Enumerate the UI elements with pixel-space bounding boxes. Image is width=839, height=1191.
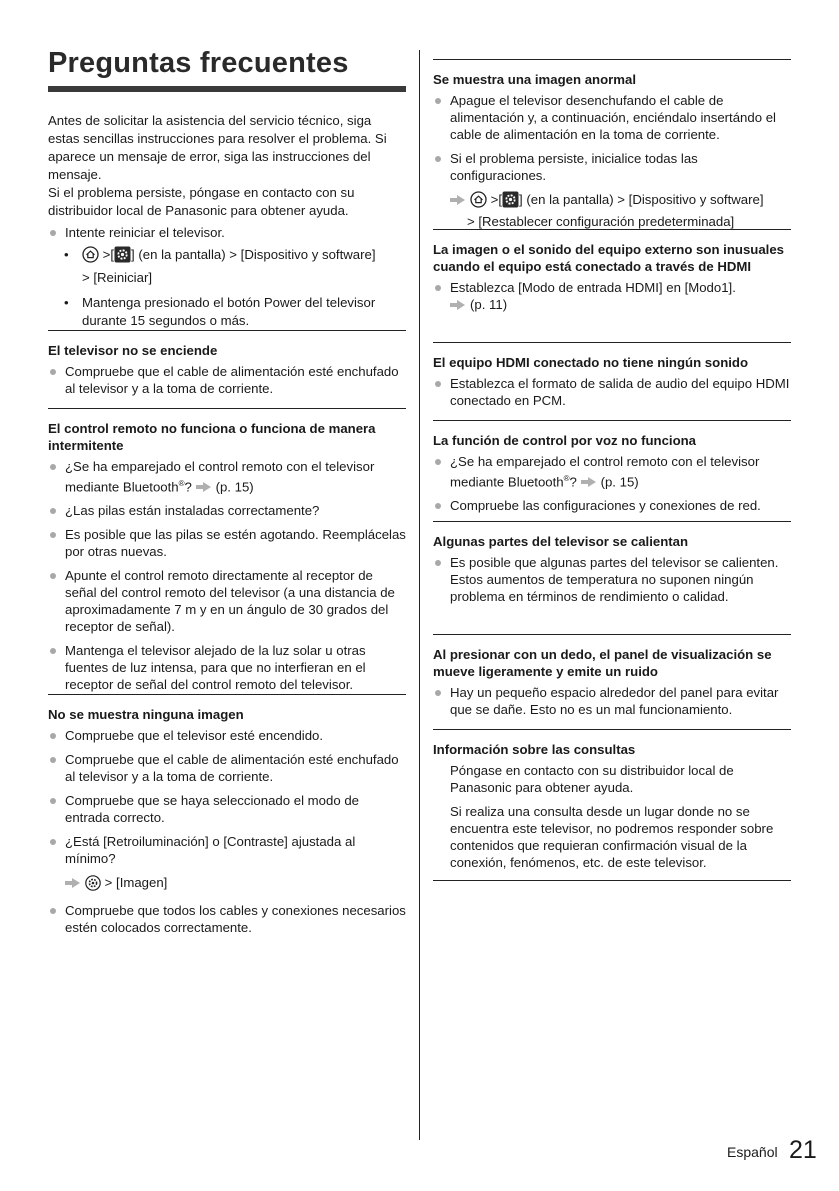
- reference-arrow-icon: [196, 482, 213, 492]
- inquiry-paragraph-1: Póngase en contacto con su distribuidor local de Panasonic para obtener ayuda.: [450, 763, 734, 795]
- section-panel-noise: [433, 634, 791, 725]
- list-item: Apague el televisor desenchufando el cable de alimentación y, a continuación, enciéndalo insertándo el cable de alimentación en la toma de corriente.: [433, 92, 791, 143]
- list-item: ¿Las pilas están instaladas correctamente?: [48, 502, 406, 519]
- gear-icon: [85, 875, 101, 895]
- section-title: La función de control por voz no funciona: [433, 433, 697, 448]
- reference-arrow-icon: [450, 300, 467, 310]
- list-item: Compruebe que se haya seleccionado el modo de entrada correcto.: [48, 792, 406, 826]
- list-item: Compruebe que todos los cables y conexiones necesarios estén colocados correctamente.: [48, 902, 406, 936]
- section-title: El control remoto no funciona o funciona de manera intermitente: [48, 421, 376, 453]
- intro-section: [48, 112, 406, 337]
- title-rule: [48, 86, 406, 92]
- section-title: Algunas partes del televisor se calientan: [433, 534, 689, 549]
- list-item: Compruebe que el cable de alimentación esté enchufado al televisor y a la toma de corriente.: [48, 751, 406, 785]
- intro-paragraph-2: Si el problema persiste, póngase en contacto con su distribuidor local de Panasonic para obtener ayuda.: [48, 185, 355, 218]
- list-item: Mantenga el televisor alejado de la luz solar u otras fuentes de luz intensa, para que no interfieran en el receptor de señal del control remoto del televisor.: [48, 642, 406, 693]
- list-item: Compruebe las configuraciones y conexiones de red.: [433, 497, 791, 514]
- intro-subbullet-restart-path: • >[ ] (en la pantalla) > [Dispositivo y software] > [Reiniciar]: [48, 245, 406, 287]
- list-item: Hay un pequeño espacio alrededor del panel para evitar que se dañe. Esto no es un mal funcionamiento.: [433, 684, 791, 718]
- section-abnormal-image: [433, 59, 791, 238]
- reference-arrow-icon: [450, 195, 467, 205]
- image-menu-path: > [Imagen]: [48, 874, 406, 895]
- reference-arrow-icon: [65, 878, 82, 888]
- list-item: ¿Está [Retroiluminación] o [Contraste] ajustada al mínimo?: [48, 833, 406, 867]
- list-item: ¿Se ha emparejado el control remoto con el televisor mediante Bluetooth®? (p. 15): [433, 453, 791, 490]
- reference-arrow-icon: [581, 477, 598, 487]
- intro-paragraph-1: Antes de solicitar la asistencia del servicio técnico, siga estas sencillas instrucciones para resolver el problema. Si aparece un mensaje de error, siga las instrucciones del mensaje.: [48, 113, 387, 182]
- section-remote-control: [48, 408, 406, 700]
- intro-subbullet-power: • Mantenga presionado el botón Power del televisor durante 15 segundos o más.: [48, 294, 406, 330]
- section-no-image: [48, 694, 406, 943]
- footer-language: Español: [727, 1144, 778, 1160]
- list-item: Es posible que las pilas se estén agotando. Reemplácelas por otras nuevas.: [48, 526, 406, 560]
- column-divider: [419, 50, 420, 1140]
- list-item: Establezca el formato de salida de audio del equipo HDMI conectado en PCM.: [433, 375, 791, 409]
- section-title: Se muestra una imagen anormal: [433, 72, 637, 87]
- section-voice-control: [433, 420, 791, 521]
- home-icon: [82, 246, 99, 268]
- settings-icon: [114, 246, 131, 268]
- section-tv-no-power: [48, 330, 406, 404]
- reset-menu-path: >[ ] (en la pantalla) > [Dispositivo y software] > [Restablecer configuración predeterminada]: [433, 191, 791, 231]
- list-item: Establezca [Modo de entrada HDMI] en [Modo1]. (p. 11): [433, 279, 791, 313]
- section-title: La imagen o el sonido del equipo externo son inusuales cuando el equipo está conectado a través de HDMI: [433, 242, 784, 274]
- right-column-end-rule: [433, 880, 791, 881]
- list-item: Apunte el control remoto directamente al receptor de señal del control remoto del televisor (a una distancia de aproximadamente 7 m y en un ángulo de 30 grados del receptor de señal).: [48, 567, 406, 635]
- section-tv-heat: [433, 521, 791, 612]
- section-title: No se muestra ninguna imagen: [48, 707, 244, 722]
- list-item: Compruebe que el cable de alimentación esté enchufado al televisor y a la toma de corriente.: [48, 363, 406, 397]
- section-title: El equipo HDMI conectado no tiene ningún sonido: [433, 355, 749, 370]
- restart-path-part-2: > [Reiniciar]: [82, 270, 152, 285]
- section-hdmi-no-sound: [433, 342, 791, 416]
- restart-path-part-1: (en la pantalla) > [Dispositivo y software]: [138, 247, 376, 262]
- section-title: Al presionar con un dedo, el panel de visualización se mueve ligeramente y emite un ruido: [433, 647, 772, 679]
- section-title: El televisor no se enciende: [48, 343, 218, 358]
- section-inquiries: [433, 729, 791, 878]
- section-title: Información sobre las consultas: [433, 742, 636, 757]
- settings-icon: [502, 191, 519, 213]
- intro-bullet-restart: Intente reiniciar el televisor.: [48, 224, 406, 242]
- inquiry-paragraph-2: Si realiza una consulta desde un lugar donde no se encuentra este televisor, no podremos responder sobre contenidos que requieran confirmación visual de la conexión, fenómenos, etc. de este televisor.: [450, 804, 774, 870]
- page-title: Preguntas frecuentes: [48, 47, 349, 79]
- page-number: 21: [789, 1136, 817, 1164]
- list-item: ¿Se ha emparejado el control remoto con el televisor mediante Bluetooth®? (p. 15): [48, 458, 406, 495]
- list-item: Si el problema persiste, inicialice todas las configuraciones.: [433, 150, 791, 184]
- list-item: Es posible que algunas partes del televisor se calienten. Estos aumentos de temperatura no suponen ningún problema en términos de rendimiento o calidad.: [433, 554, 791, 605]
- section-external-hdmi: [433, 229, 791, 313]
- home-icon: [470, 191, 487, 213]
- list-item: Compruebe que el televisor esté encendido.: [48, 727, 406, 744]
